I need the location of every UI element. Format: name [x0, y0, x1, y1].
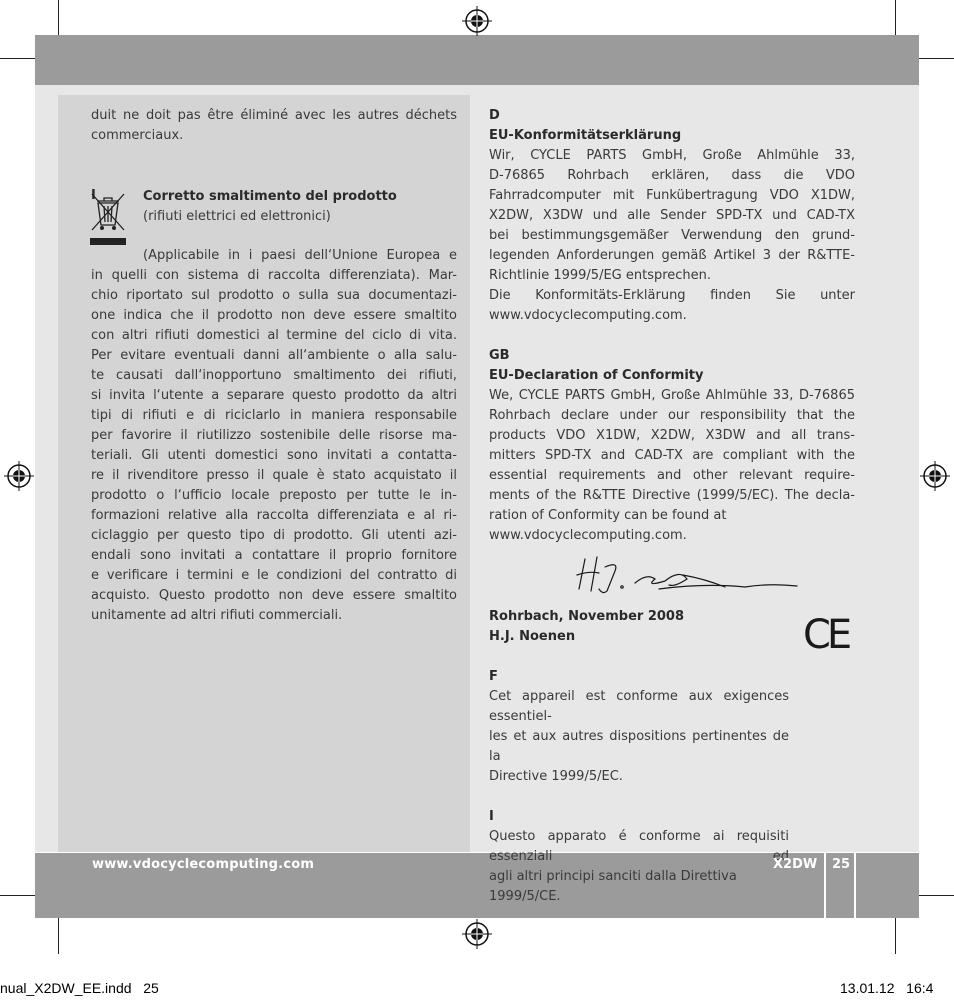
text-line: www.vdocyclecomputing.com. [489, 528, 687, 543]
weee-heading [143, 187, 397, 227]
signature-block [489, 607, 789, 907]
crop-mark [0, 895, 38, 896]
text-line: formazioni relative alla raccolta differenziata e al ri- [91, 508, 457, 523]
intro-line: duit ne doit pas être éliminé avec les autres déchets [91, 108, 457, 123]
crop-mark [916, 58, 954, 59]
signature-place-date: Rohrbach, November 2008 [489, 609, 684, 624]
text-line: (Applicabile in i paesi dell‘Unione Europea e [143, 248, 457, 263]
text-line: legenden Anforderungen gemäß Artikel 3 der R&TTE- [489, 248, 855, 263]
weee-subtitle: (rifiuti elettrici ed elettronici) [143, 209, 331, 224]
slug-file: nual_X2DW_EE.indd 25 [0, 980, 159, 996]
text-line: unitamente ad altri rifiuti commerciali. [91, 608, 343, 623]
crop-mark [916, 895, 954, 896]
text-line: chio riportato sul prodotto o sulla sua documentazi- [91, 288, 457, 303]
text-line: endali sono invitati a contattare il proprio fornitore [91, 548, 457, 563]
text-line: X2DW, X3DW und alle Sender SPD-TX und CAD-TX [489, 208, 855, 223]
section-letter: GB [489, 348, 510, 363]
right-column [489, 106, 855, 546]
section-letter: D [489, 108, 500, 123]
text-line: teriali. Gli utenti domestici sono invitati a contatta- [91, 448, 457, 463]
ce-mark: CE [803, 612, 849, 658]
registration-mark-icon [920, 461, 950, 491]
section-title: EU-Konformitätserklärung [489, 128, 682, 143]
text-line: in quelli con sistema di raccolta differenziata). Mar- [91, 268, 457, 283]
text-line: ments of the R&TTE Directive (1999/5/EC). The decla- [489, 488, 855, 503]
footer-url: www.vdocyclecomputing.com [92, 857, 315, 872]
text-line: con altri rifiuti domestici al termine del ciclo di vita. [91, 328, 457, 343]
text-line: D-76865 Rohrbach erklären, dass die VDO [489, 168, 855, 183]
crop-mark [58, 916, 59, 954]
text-line: Richtlinie 1999/5/EG entsprechen. [489, 268, 712, 283]
section-letter: I [91, 188, 96, 203]
text-line: Die Konformitäts-Erklärung finden Sie unter [489, 288, 855, 303]
crossed-bin-icon [88, 189, 128, 245]
text-line: prodotto o l‘ufficio locale preposto per tutte le in- [91, 488, 457, 503]
page-number: 25 [832, 857, 851, 872]
registration-mark-icon [462, 6, 492, 36]
text-line: bei bestimmungsgemäßer Verwendung den grund- [489, 228, 855, 243]
header-band [35, 35, 919, 85]
signature [575, 553, 800, 595]
text-line: per favorire il riutilizzo sostenibile delle risorse ma- [91, 428, 457, 443]
text-line: tipi di rifiuti e di riciclarlo in maniera responsabile [91, 408, 457, 423]
text-line: one indica che il prodotto non deve essere smaltito [91, 308, 457, 323]
footer-divider [854, 852, 856, 918]
text-line: www.vdocyclecomputing.com. [489, 308, 687, 323]
crop-mark [895, 0, 896, 38]
registration-mark-icon [4, 461, 34, 491]
text-line: les et aux autres dispositions pertinentes de la [489, 729, 789, 764]
signatory-name: H.J. Noenen [489, 629, 576, 644]
section-letter: F [489, 669, 498, 684]
text-line: re il rivenditore presso il quale è stato acquistato il [91, 468, 457, 483]
text-line: Directive 1999/5/EC. [489, 769, 623, 784]
text-line: e verificare i termini e le condizioni del contratto di [91, 568, 457, 583]
text-line: essential requirements and other relevant require- [489, 468, 855, 483]
intro-line: commerciaux. [91, 128, 184, 143]
crop-mark [895, 916, 896, 954]
text-line: Per evitare eventuali danni all‘ambiente o alla salu- [91, 348, 457, 363]
text-line: agli altri principi sanciti dalla Direttiva 1999/5/CE. [489, 869, 737, 904]
crop-mark [0, 58, 38, 59]
weee-paragraph [91, 246, 457, 626]
text-line: acquisto. Questo prodotto non deve essere smaltito [91, 588, 457, 603]
text-line: products VDO X1DW, X2DW, X3DW and all trans- [489, 428, 855, 443]
text-line: Cet appareil est conforme aux exigences essentiel- [489, 689, 789, 724]
text-line: Rohrbach declare under our responsibility that the [489, 408, 855, 423]
text-line: ciclaggio per questo tipo di prodotto. Gli utenti azi- [91, 528, 457, 543]
section-title: EU-Declaration of Conformity [489, 368, 704, 383]
text-line: Fahrradcomputer mit Funkübertragung VDO X1DW, [489, 188, 855, 203]
footer-model: X2DW [773, 857, 818, 872]
registration-mark-icon [462, 919, 492, 949]
text-line: ration of Conformity can be found at [489, 508, 727, 523]
section-letter: I [489, 809, 494, 824]
slug-date: 13.01.12 16:4 [840, 980, 934, 996]
footer-divider [824, 852, 826, 918]
text-line: We, CYCLE PARTS GmbH, Große Ahlmühle 33, D-76865 [489, 388, 855, 403]
text-line: Wir, CYCLE PARTS GmbH, Große Ahlmühle 33, [489, 148, 855, 163]
weee-title: Corretto smaltimento del prodotto [143, 189, 397, 204]
crop-mark [58, 0, 59, 38]
text-line: mitters SPD-TX and CAD-TX are compliant with the [489, 448, 855, 463]
text-line: Questo apparato é conforme ai requisiti essenziali ed [489, 829, 789, 864]
text-line: si invita l‘utente a separare questo prodotto da altri [91, 388, 457, 403]
text-line: te causati dall‘inopportuno smaltimento dei rifiuti, [91, 368, 457, 383]
